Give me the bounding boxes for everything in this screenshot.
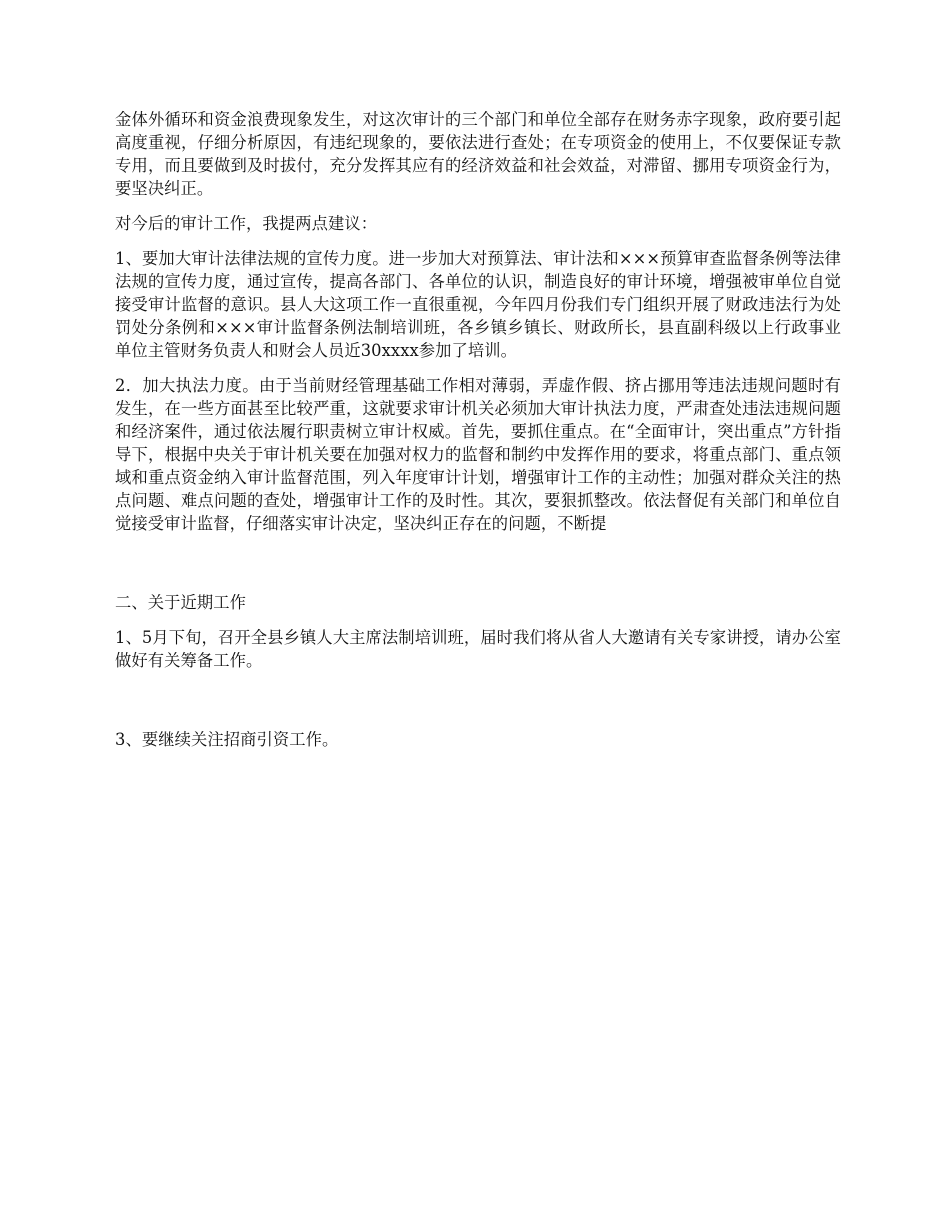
spacer: [115, 547, 841, 591]
section-heading-recent-work: 二、关于近期工作: [115, 593, 247, 612]
spacer: [115, 684, 841, 728]
paragraph-recent-item-1: 1、5月下旬，召开全县乡镇人大主席法制培训班，届时我们将从省人大邀请有关专家讲授，请办公室做好有关筹备工作。: [115, 628, 841, 670]
document-body: [115, 108, 841, 763]
paragraph-recent-item-3: 3、要继续关注招商引资工作。: [115, 730, 339, 749]
paragraph-audit-findings: 金体外循环和资金浪费现象发生，对这次审计的三个部门和单位全部存在财务赤字现象，政府要引起高度重视，仔细分析原因，有违纪现象的，要依法进行查处；在专项资金的使用上，不仅要保证专款专用，而且要做到及时拔付，充分发挥其应有的经济效益和社会效益，对滞留、挪用专项资金行为，要坚决纠正。: [115, 110, 841, 198]
paragraph-suggestion-2: 2．加大执法力度。由于当前财经管理基础工作相对薄弱，弄虚作假、挤占挪用等违法违规问题时有发生，在一些方面甚至比较严重，这就要求审计机关必须加大审计执法力度，严肃查处违法违规问题和经济案件，通过依法履行职责树立审计权威。首先，要抓住重点。在“全面审计，突出重点”方针指导下，根据中央关于审计机关要在加强对权力的监督和制约中发挥作用的要求，将重点部门、重点领域和重点资金纳入审计监督范围，列入年度审计计划，增强审计工作的主动性；加强对群众关注的热点问题、难点问题的查处，增强审计工作的及时性。其次，要狠抓整改。依法督促有关部门和单位自觉接受审计监督，仔细落实审计决定，坚决纠正存在的问题，不断提: [115, 376, 841, 533]
paragraph-suggestions-intro: 对今后的审计工作，我提两点建议：: [115, 214, 378, 233]
paragraph-suggestion-1: 1、要加大审计法律法规的宣传力度。进一步加大对预算法、审计法和×××预算审查监督条例等法律法规的宣传力度，通过宣传，提高各部门、各单位的认识，制造良好的审计环境，增强被审单位自觉接受审计监督的意识。县人大这项工作一直很重视，今年四月份我们专门组织开展了财政违法行为处罚处分条例和×××审计监督条例法制培训班，各乡镇乡镇长、财政所长，县直副科级以上行政事业单位主管财务负责人和财会人员近30xxxx参加了培训。: [115, 249, 841, 360]
